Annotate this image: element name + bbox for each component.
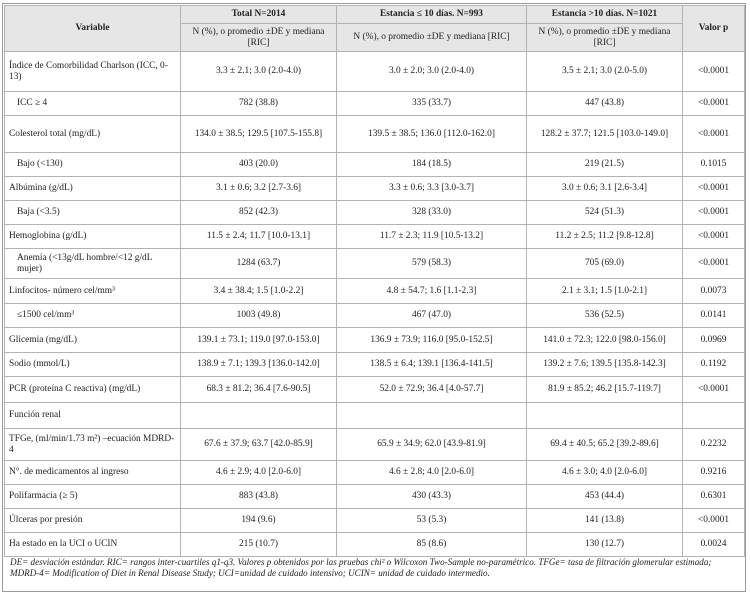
cell-estancia-short: 53 (5.3) (337, 509, 527, 533)
cell-estancia-long: 81.9 ± 85.2; 46.2 [15.7-119.7] (527, 377, 683, 403)
cell-variable: Hemoglobina (g/dL) (5, 225, 181, 249)
cell-valor-p (683, 403, 745, 429)
cell-total (181, 403, 337, 429)
cell-estancia-long: 128.2 ± 37.7; 121.5 [103.0-149.0] (527, 116, 683, 153)
header-estancia-long: Estancia >10 días. N=1021 (527, 6, 683, 24)
cell-estancia-short: 136.9 ± 73.9; 116.0 [95.0-152.5] (337, 328, 527, 353)
cell-estancia-short: 335 (33.7) (337, 92, 527, 116)
cell-total: 67.6 ± 37.9; 63.7 [42.0-85.9] (181, 429, 337, 461)
cell-valor-p: 0.2232 (683, 429, 745, 461)
cell-estancia-long: 130 (12.7) (527, 533, 683, 557)
cell-estancia-long: 4.6 ± 3.0; 4.0 [2.0-6.0] (527, 461, 683, 485)
cell-variable: N°. de medicamentos al ingreso (5, 461, 181, 485)
table-row (5, 153, 745, 177)
cell-estancia-short: 467 (47.0) (337, 304, 527, 328)
cell-variable: Bajo (<130) (5, 153, 181, 177)
table-row (5, 52, 745, 92)
footnote: DE= desviación estándar. RIC= rangos inter-cuartiles q1-q3. Valores p obtenidos por las pruebas chi² o Wilcoxon Two-Sample no-paramétrico. TFGe= tasa de filtración glomerular estimada; MDRD-4= Modification of Diet in Renal Disease Study; UCI=unidad de cuidado intensivo; UCIN= unidad de cuidado intermedio. (10, 557, 712, 579)
results-table (4, 5, 745, 557)
cell-variable: Índice de Comorbilidad Charlson (ICC, 0-13) (5, 52, 181, 92)
cell-variable: Función renal (5, 403, 181, 429)
cell-estancia-long: 453 (44.4) (527, 485, 683, 509)
cell-variable: Linfocitos- número cel/mm³ (5, 279, 181, 304)
table-row (5, 509, 745, 533)
table-row (5, 92, 745, 116)
header-valor-p: Valor p (683, 6, 745, 52)
table-row (5, 201, 745, 225)
cell-total: 1003 (49.8) (181, 304, 337, 328)
cell-estancia-long: 219 (21.5) (527, 153, 683, 177)
cell-estancia-long: 69.4 ± 40.5; 65.2 [39.2-89.6] (527, 429, 683, 461)
cell-variable: Polifarmacia (≥ 5) (5, 485, 181, 509)
cell-estancia-short: 184 (18.5) (337, 153, 527, 177)
cell-variable: Úlceras por presión (5, 509, 181, 533)
cell-estancia-long: 447 (43.8) (527, 92, 683, 116)
cell-total: 68.3 ± 81.2; 36.4 [7.6-90.5] (181, 377, 337, 403)
cell-estancia-short: 85 (8.6) (337, 533, 527, 557)
cell-estancia-long: 3.5 ± 2.1; 3.0 (2.0-5.0) (527, 52, 683, 92)
cell-estancia-short: 430 (43.3) (337, 485, 527, 509)
header-variable: Variable (5, 6, 181, 52)
cell-valor-p: 0.1192 (683, 353, 745, 377)
cell-total: 3.1 ± 0.6; 3.2 [2.7-3.6] (181, 177, 337, 201)
table-row (5, 177, 745, 201)
cell-estancia-long: 11.2 ± 2.5; 11.2 [9.8-12.8] (527, 225, 683, 249)
cell-total: 403 (20.0) (181, 153, 337, 177)
cell-estancia-short: 52.0 ± 72.9; 36.4 [4.0-57.7] (337, 377, 527, 403)
cell-total: 138.9 ± 7.1; 139.3 [136.0-142.0] (181, 353, 337, 377)
subheader-total: N (%), o promedio ±DE y mediana [RIC] (181, 24, 337, 52)
cell-estancia-long: 2.1 ± 3.1; 1.5 [1.0-2.1] (527, 279, 683, 304)
table-row (5, 429, 745, 461)
cell-total: 3.4 ± 38.4; 1.5 [1.0-2.2] (181, 279, 337, 304)
table-row (5, 304, 745, 328)
cell-total: 4.6 ± 2.9; 4.0 [2.0-6.0] (181, 461, 337, 485)
cell-estancia-short: 579 (58.3) (337, 249, 527, 279)
cell-estancia-long: 139.2 ± 7.6; 139.5 [135.8-142.3] (527, 353, 683, 377)
cell-estancia-long: 3.0 ± 0.6; 3.1 [2.6-3.4] (527, 177, 683, 201)
cell-estancia-short (337, 403, 527, 429)
table-row (5, 485, 745, 509)
cell-variable: Sodio (mmol/L) (5, 353, 181, 377)
cell-estancia-short: 139.5 ± 38.5; 136.0 [112.0-162.0] (337, 116, 527, 153)
cell-estancia-long: 536 (52.5) (527, 304, 683, 328)
cell-variable: ICC ≥ 4 (5, 92, 181, 116)
cell-estancia-short: 3.0 ± 2.0; 3.0 (2.0-4.0) (337, 52, 527, 92)
cell-valor-p: <0.0001 (683, 377, 745, 403)
cell-valor-p: 0.6301 (683, 485, 745, 509)
header-estancia-short: Estancia ≤ 10 días. N=993 (337, 6, 527, 24)
cell-estancia-short: 328 (33.0) (337, 201, 527, 225)
cell-total: 883 (43.8) (181, 485, 337, 509)
table-row (5, 403, 745, 429)
cell-valor-p: <0.0001 (683, 509, 745, 533)
cell-estancia-short: 138.5 ± 6.4; 139.1 [136.4-141.5] (337, 353, 527, 377)
cell-estancia-long: 141 (13.8) (527, 509, 683, 533)
cell-estancia-long: 705 (69.0) (527, 249, 683, 279)
cell-total: 134.0 ± 38.5; 129.5 [107.5-155.8] (181, 116, 337, 153)
header-total: Total N=2014 (181, 6, 337, 24)
cell-estancia-long: 141.0 ± 72.3; 122.0 [98.0-156.0] (527, 328, 683, 353)
table-row (5, 116, 745, 153)
cell-valor-p: <0.0001 (683, 249, 745, 279)
cell-variable: Glicemia (mg/dL) (5, 328, 181, 353)
cell-estancia-short: 65.9 ± 34.9; 62.0 [43.9-81.9] (337, 429, 527, 461)
cell-total: 3.3 ± 2.1; 3.0 (2.0-4.0) (181, 52, 337, 92)
cell-valor-p: 0.1015 (683, 153, 745, 177)
subheader-estancia-long: N (%), o promedio ±DE y mediana [RIC] (527, 24, 683, 52)
table-row (5, 279, 745, 304)
table-row (5, 353, 745, 377)
cell-valor-p: <0.0001 (683, 116, 745, 153)
cell-estancia-short: 4.8 ± 54.7; 1.6 [1.1-2.3] (337, 279, 527, 304)
cell-valor-p: <0.0001 (683, 52, 745, 92)
subheader-estancia-short: N (%), o promedio ±DE y mediana [RIC] (337, 24, 527, 52)
cell-total: 139.1 ± 73.1; 119.0 [97.0-153.0] (181, 328, 337, 353)
cell-variable: Baja (<3.5) (5, 201, 181, 225)
cell-variable: ≤1500 cel/mm³ (5, 304, 181, 328)
cell-valor-p: 0.0073 (683, 279, 745, 304)
cell-valor-p: 0.0141 (683, 304, 745, 328)
cell-total: 11.5 ± 2.4; 11.7 [10.0-13.1] (181, 225, 337, 249)
cell-valor-p: <0.0001 (683, 201, 745, 225)
table-row (5, 249, 745, 279)
cell-estancia-short: 3.3 ± 0.6; 3.3 [3.0-3.7] (337, 177, 527, 201)
cell-valor-p: <0.0001 (683, 225, 745, 249)
cell-variable: Ha estado en la UCI o UCIN (5, 533, 181, 557)
table-row (5, 377, 745, 403)
cell-valor-p: <0.0001 (683, 177, 745, 201)
table-row (5, 225, 745, 249)
cell-estancia-long (527, 403, 683, 429)
table-body (5, 52, 745, 557)
cell-valor-p: 0.0024 (683, 533, 745, 557)
table-row (5, 328, 745, 353)
cell-total: 215 (10.7) (181, 533, 337, 557)
table-row (5, 533, 745, 557)
cell-variable: Colesterol total (mg/dL) (5, 116, 181, 153)
cell-valor-p: 0.0969 (683, 328, 745, 353)
cell-total: 194 (9.6) (181, 509, 337, 533)
cell-total: 1284 (63.7) (181, 249, 337, 279)
cell-variable: PCR (proteína C reactiva) (mg/dL) (5, 377, 181, 403)
cell-estancia-long: 524 (51.3) (527, 201, 683, 225)
cell-total: 782 (38.8) (181, 92, 337, 116)
cell-total: 852 (42.3) (181, 201, 337, 225)
cell-estancia-short: 11.7 ± 2.3; 11.9 [10.5-13.2] (337, 225, 527, 249)
cell-variable: TFGe, (ml/min/1.73 m²) –ecuación MDRD-4 (5, 429, 181, 461)
cell-variable: Anemia (<13g/dL hombre/<12 g/dL mujer) (5, 249, 181, 279)
cell-estancia-short: 4.6 ± 2.8; 4.0 [2.0-6.0] (337, 461, 527, 485)
cell-variable: Albúmina (g/dL) (5, 177, 181, 201)
cell-valor-p: 0.9216 (683, 461, 745, 485)
table-row (5, 461, 745, 485)
cell-valor-p: <0.0001 (683, 92, 745, 116)
